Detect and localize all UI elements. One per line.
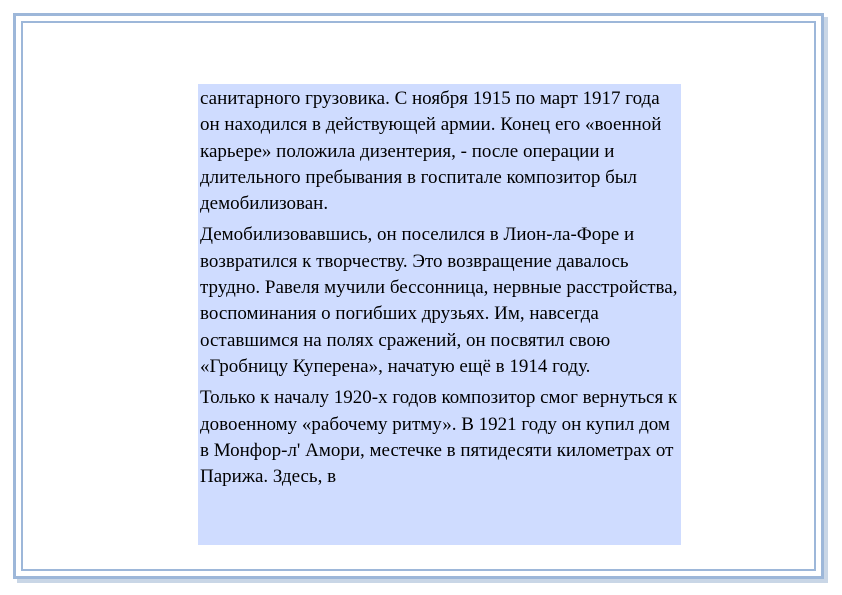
paragraph-3: Только к началу 1920-х годов композитор смог вернуться к довоенному «рабочему ритму». В 1921 году он купил дом в Монфор-л' Амори, местечке в пятидесяти километрах от Парижа. Здесь, в <box>200 387 678 488</box>
frame-shadow-bottom <box>17 579 828 583</box>
slide-text-box <box>198 84 681 545</box>
frame-shadow-right <box>824 17 828 583</box>
paragraph-1: санитарного грузовика. С ноября 1915 по март 1917 года он находился в действующей армии. Конец его «военной карьере» положила дизентерия, - после операции и длительного пребывания в госпитале композитор был демобилизован. <box>200 88 662 215</box>
paragraph-2: Демобилизовавшись, он поселился в Лион-ла-Форе и возвратился к творчеству. Это возвращение давалось трудно. Равеля мучили бессонница, нервные расстройства, воспоминания о погибших друзьях. Им, навсегда оставшимся на полях сражений, он посвятил свою «Гробницу Куперена», начатую ещё в 1914 году. <box>200 224 678 377</box>
